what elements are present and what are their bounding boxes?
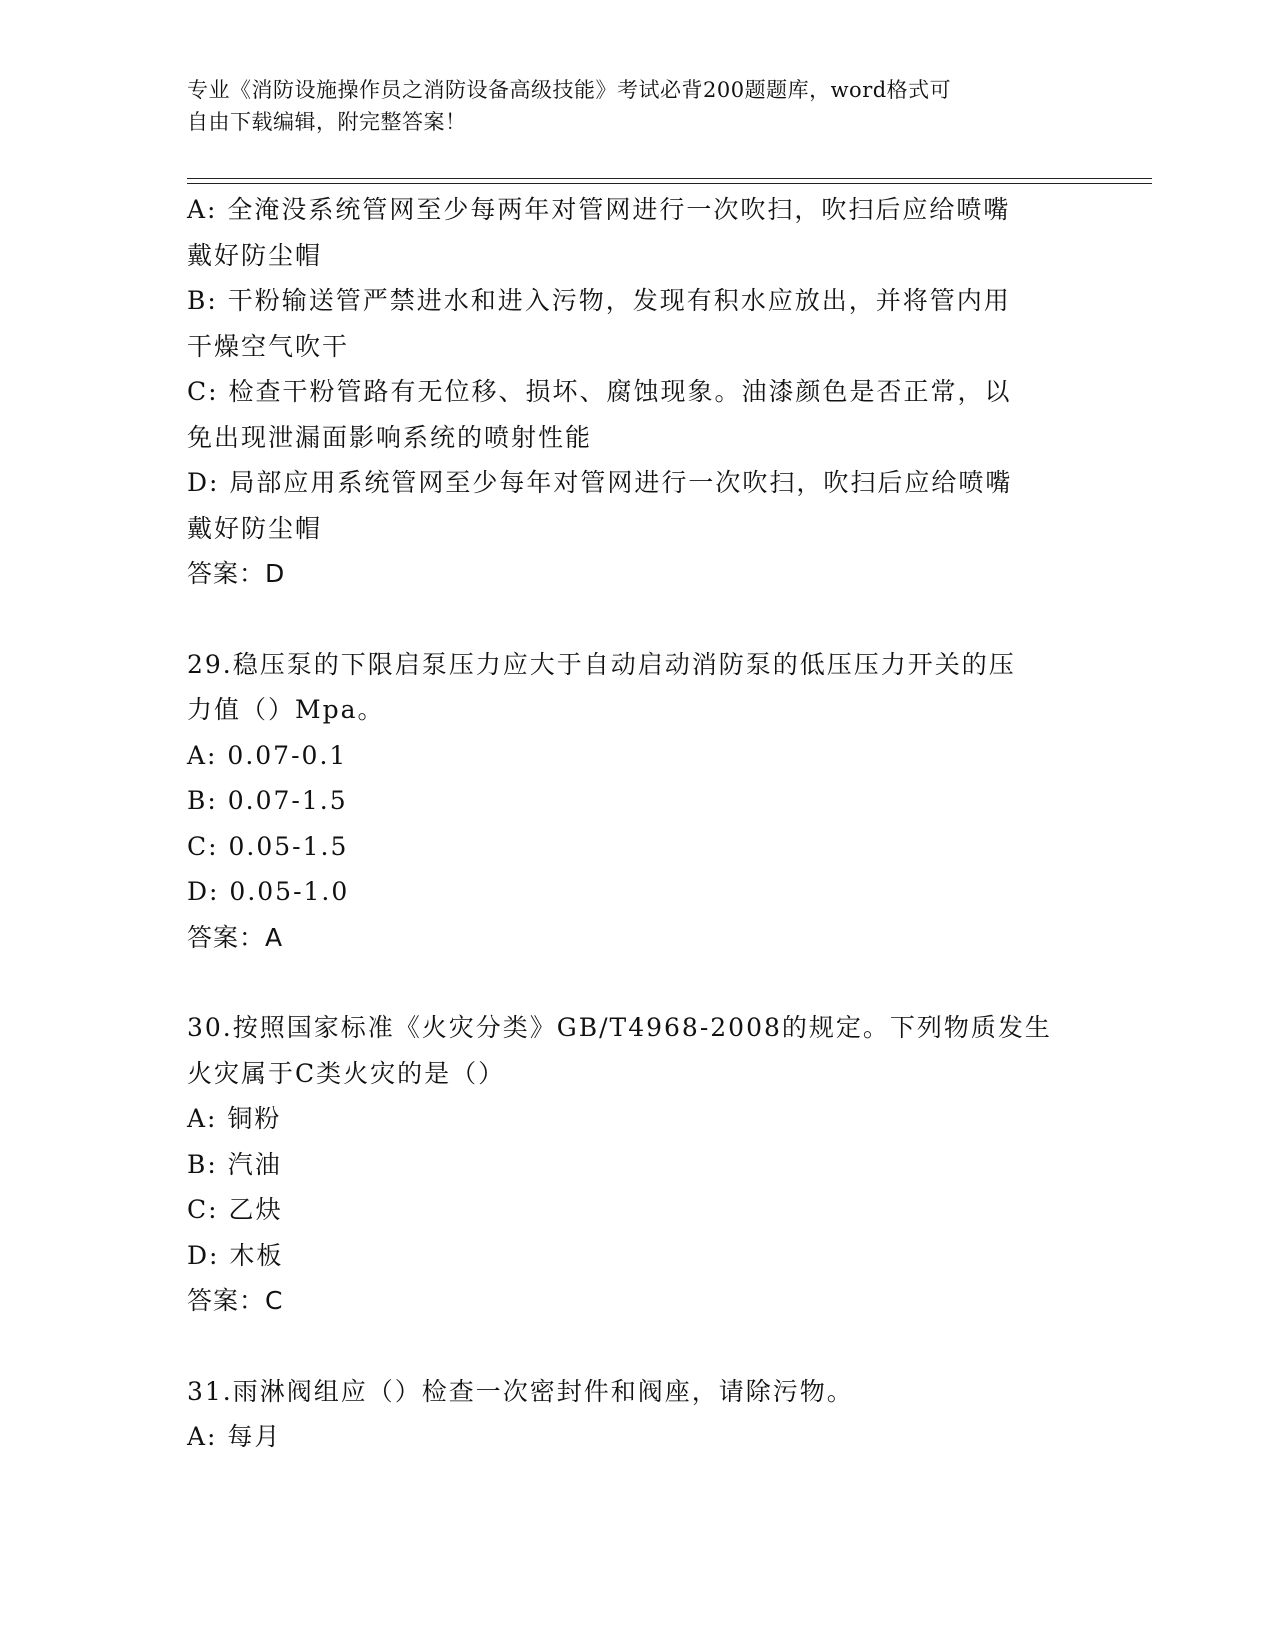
option-a: A: 全淹没系统管网至少每两年对管网进行一次吹扫，吹扫后应给喷嘴: [187, 195, 1011, 224]
option-d-continued: 戴好防尘帽: [187, 513, 323, 543]
header-line: 自由下载编辑，附完整答案！: [187, 110, 467, 134]
question-stem: 31.雨淋阀组应（）检查一次密封件和阀座，请除污物。: [187, 1376, 854, 1406]
option-a: A: 每月: [187, 1422, 282, 1451]
spacer: [187, 960, 1087, 1005]
question-stem-continued: 力值（）Mpa。: [187, 695, 385, 724]
question-stem: 29.稳压泵的下限启泵压力应大于自动启动消防泵的低压压力开关的压: [187, 649, 1016, 679]
spacer: [187, 1324, 1087, 1369]
header-line: 专业《消防设施操作员之消防设备高级技能》考试必背200题题库，word格式可: [187, 78, 952, 102]
answer: 答案：C: [187, 1286, 284, 1315]
question-29: [187, 642, 1087, 961]
option-a: A: 铜粉: [187, 1104, 282, 1133]
question-stem-continued: 火灾属于C类火灾的是（）: [187, 1058, 506, 1088]
option-c: C: 乙炔: [187, 1195, 283, 1224]
question-list: [187, 187, 1087, 1460]
option-c: C: 检查干粉管路有无位移、损坏、腐蚀现象。油漆颜色是否正常，以: [187, 377, 1012, 406]
question-30: [187, 1005, 1087, 1324]
option-c: C: 0.05-1.5: [187, 831, 349, 861]
header-divider: [187, 178, 1152, 179]
answer: 答案：D: [187, 559, 286, 588]
question-stem: 30.按照国家标准《火灾分类》GB/T4968-2008的规定。下列物质发生: [187, 1013, 1052, 1042]
option-d: D: 局部应用系统管网至少每年对管网进行一次吹扫，吹扫后应给喷嘴: [187, 468, 1013, 497]
question-28-options: [187, 187, 1087, 597]
option-a: A: 0.07-0.1: [187, 740, 348, 770]
option-b: B: 干粉输送管严禁进水和进入污物，发现有积水应放出，并将管内用: [187, 286, 1011, 315]
question-31: [187, 1369, 1087, 1460]
header-divider: [187, 183, 1152, 184]
spacer: [187, 597, 1087, 642]
option-b-continued: 干燥空气吹干: [187, 331, 350, 361]
option-b: B: 汽油: [187, 1149, 282, 1179]
option-b: B: 0.07-1.5: [187, 786, 348, 815]
option-d: D: 木板: [187, 1240, 284, 1270]
answer: 答案：A: [187, 922, 284, 952]
option-c-continued: 免出现泄漏面影响系统的喷射性能: [187, 422, 593, 452]
option-a-continued: 戴好防尘帽: [187, 240, 323, 270]
option-d: D: 0.05-1.0: [187, 877, 350, 906]
document-header: [187, 74, 1067, 138]
